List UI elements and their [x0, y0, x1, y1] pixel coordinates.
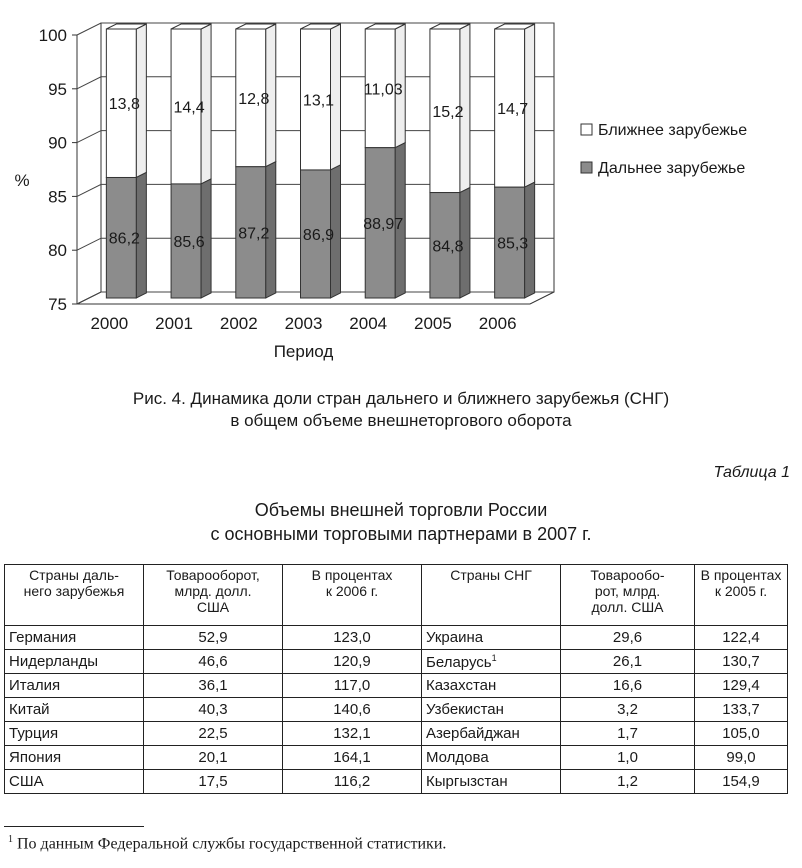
data-label-far: 88,97	[363, 215, 404, 233]
table-label: Таблица 1	[713, 464, 790, 481]
cell-text: Казахстан	[426, 677, 497, 694]
table-cell	[695, 626, 788, 650]
cell-text: 20,1	[198, 749, 228, 766]
legend-label-far: Дальнее зарубежье	[598, 160, 746, 177]
table-cell	[283, 746, 422, 770]
data-label-near: 13,1	[302, 92, 335, 110]
table-title-line-2: с основными торговыми партнерами в 2007 г.	[210, 524, 592, 544]
cell-text: 36,1	[198, 677, 228, 694]
header-line: млрд. долл.	[174, 583, 252, 599]
cell-text: 154,9	[722, 773, 760, 790]
table-cell	[144, 770, 283, 794]
legend-swatch-far	[581, 162, 592, 173]
table-row	[5, 746, 788, 770]
table-cell	[5, 626, 144, 650]
y-tick-label: 80	[48, 241, 67, 261]
cell-text: 1,7	[617, 725, 638, 742]
cell-text: 129,4	[722, 677, 760, 694]
cell-text: Германия	[9, 629, 77, 646]
table-cell	[695, 722, 788, 746]
table-title-line-1: Объемы внешней торговли России	[254, 500, 548, 520]
figure-caption	[0, 388, 802, 432]
y-tick-label: 95	[48, 79, 67, 99]
table-cell	[283, 770, 422, 794]
cell-text: 105,0	[722, 725, 760, 742]
table-header-cell	[144, 565, 283, 626]
table-cell	[144, 746, 283, 770]
table-header-cell	[695, 565, 788, 626]
data-label-far: 85,3	[497, 235, 529, 253]
x-tick-label: 2002	[219, 314, 258, 333]
legend-swatch-near	[581, 124, 592, 135]
table-cell	[695, 650, 788, 674]
table-cell	[5, 674, 144, 698]
table-cell	[283, 626, 422, 650]
table-cell	[561, 650, 695, 674]
table-cell	[422, 770, 561, 794]
figure-caption-line-2: в общем объеме внешнеторгового оборота	[230, 411, 572, 430]
cell-text: 22,5	[198, 725, 228, 742]
table-cell	[144, 650, 283, 674]
table-body	[5, 626, 788, 794]
cell-text: 40,3	[198, 701, 228, 718]
cell-text: 133,7	[722, 701, 760, 718]
cell-text: 132,1	[333, 725, 371, 742]
header-line: него зарубежья	[23, 583, 125, 599]
y-axis-label: %	[14, 171, 30, 190]
cell-text: Япония	[9, 749, 62, 766]
table-title	[0, 498, 802, 546]
cell-text: 26,1	[612, 653, 643, 670]
cell-text: 130,7	[722, 653, 760, 670]
table-header-cell	[283, 565, 422, 626]
table-cell	[422, 650, 561, 674]
cell-text: 122,4	[722, 629, 760, 646]
table-cell	[561, 770, 695, 794]
header-line: США	[196, 599, 230, 615]
cell-text: Китай	[9, 701, 50, 718]
table-cell	[422, 626, 561, 650]
data-label-near: 14,7	[497, 101, 529, 119]
table-cell	[5, 770, 144, 794]
cell-text: 140,6	[333, 701, 371, 718]
table-header-cell	[561, 565, 695, 626]
table-row	[5, 674, 788, 698]
header-line: В процентах	[700, 567, 782, 583]
cell-text: 3,2	[617, 701, 638, 718]
y-tick-label: 100	[38, 26, 67, 45]
table-cell	[144, 698, 283, 722]
data-label-near: 13,8	[108, 96, 140, 114]
table-cell	[5, 722, 144, 746]
cell-text: США	[9, 773, 44, 790]
table-cell	[422, 698, 561, 722]
table-cell	[283, 650, 422, 674]
footnote-reference: 1	[491, 652, 497, 663]
x-tick-label: 2006	[478, 314, 517, 333]
header-line: к 2006 г.	[325, 583, 379, 599]
data-label-far: 84,8	[432, 238, 464, 256]
table-cell	[5, 746, 144, 770]
cell-text: 117,0	[333, 677, 371, 694]
data-label-far: 86,9	[302, 226, 335, 244]
table-cell	[283, 722, 422, 746]
data-label-near: 14,4	[173, 99, 205, 117]
cell-text: 17,5	[198, 773, 228, 790]
header-line: В процентах	[311, 567, 393, 583]
table-cell	[422, 722, 561, 746]
cell-text: 164,1	[333, 749, 371, 766]
cell-text: 29,6	[612, 629, 643, 646]
header-line: рот, млрд.	[594, 583, 661, 599]
data-label-near: 11,03	[363, 81, 403, 99]
table-header-cell	[422, 565, 561, 626]
cell-text: 123,0	[333, 629, 371, 646]
cell-text: 120,9	[333, 653, 371, 670]
table-row	[5, 698, 788, 722]
cell-text: Нидерланды	[9, 653, 99, 670]
x-tick-label: 2001	[155, 314, 193, 333]
x-tick-label: 2003	[284, 314, 323, 333]
legend-label-near: Ближнее зарубежье	[598, 122, 748, 139]
cell-text: Кыргызстан	[426, 773, 508, 790]
header-line: Товарооборот,	[166, 567, 260, 583]
table-cell	[144, 674, 283, 698]
table-header-row	[5, 565, 788, 626]
cell-text: 1,2	[617, 773, 638, 790]
table-row	[5, 626, 788, 650]
cell-text: 46,6	[198, 653, 228, 670]
table-row	[5, 770, 788, 794]
footnote-mark: 1	[8, 834, 13, 845]
x-axis-label: Период	[273, 342, 334, 361]
table-cell	[561, 746, 695, 770]
data-label-near: 15,2	[432, 103, 464, 121]
header-line: к 2005 г.	[714, 583, 768, 599]
y-tick-label: 85	[48, 187, 67, 207]
table-cell	[144, 722, 283, 746]
header-line: Товарообо-	[590, 567, 665, 583]
data-label-far: 87,2	[238, 225, 270, 243]
table-cell	[695, 770, 788, 794]
table-header-cell	[5, 565, 144, 626]
table-cell	[695, 698, 788, 722]
cell-text: Украина	[426, 629, 484, 646]
cell-text: 99,0	[726, 749, 756, 766]
table-cell	[283, 674, 422, 698]
cell-text: 1,0	[617, 749, 638, 766]
cell-text: 16,6	[612, 677, 643, 694]
x-tick-label: 2005	[414, 314, 452, 333]
table-cell	[5, 698, 144, 722]
header-line: Страны даль-	[29, 567, 119, 583]
trade-partners-table	[4, 564, 788, 794]
cell-text: 52,9	[198, 629, 228, 646]
footnote-text: По данным Федеральной службы государственной статистики.	[17, 835, 447, 853]
y-tick-label: 75	[48, 295, 67, 314]
table-cell	[695, 674, 788, 698]
table-cell	[561, 722, 695, 746]
cell-text: Азербайджан	[426, 725, 520, 742]
cell-text: Беларусь	[426, 653, 492, 671]
footnote	[8, 834, 446, 853]
table-cell	[695, 746, 788, 770]
table-cell	[283, 698, 422, 722]
cell-text: Италия	[9, 677, 61, 694]
stacked-bar-chart	[0, 0, 802, 380]
header-line: долл. США	[591, 599, 664, 615]
y-tick-label: 90	[48, 133, 67, 153]
table-cell	[422, 746, 561, 770]
footnote-rule	[4, 826, 144, 827]
x-tick-label: 2000	[90, 314, 129, 333]
data-label-near: 12,8	[238, 90, 270, 108]
x-tick-label: 2004	[349, 314, 388, 333]
table-cell	[144, 626, 283, 650]
table-cell	[422, 674, 561, 698]
table-cell	[561, 698, 695, 722]
cell-text: Молдова	[426, 749, 489, 766]
header-line: Страны СНГ	[450, 567, 532, 583]
data-label-far: 86,2	[108, 230, 140, 248]
table-cell	[5, 650, 144, 674]
data-label-far: 85,6	[173, 233, 205, 251]
cell-text: Турция	[9, 725, 59, 742]
table-row	[5, 650, 788, 674]
table-cell	[561, 674, 695, 698]
table-row	[5, 722, 788, 746]
figure-caption-line-1: Рис. 4. Динамика доли стран дальнего и ближнего зарубежья (СНГ)	[132, 389, 670, 408]
cell-text: 116,2	[333, 773, 371, 790]
cell-text: Узбекистан	[426, 701, 504, 718]
table-cell	[561, 626, 695, 650]
